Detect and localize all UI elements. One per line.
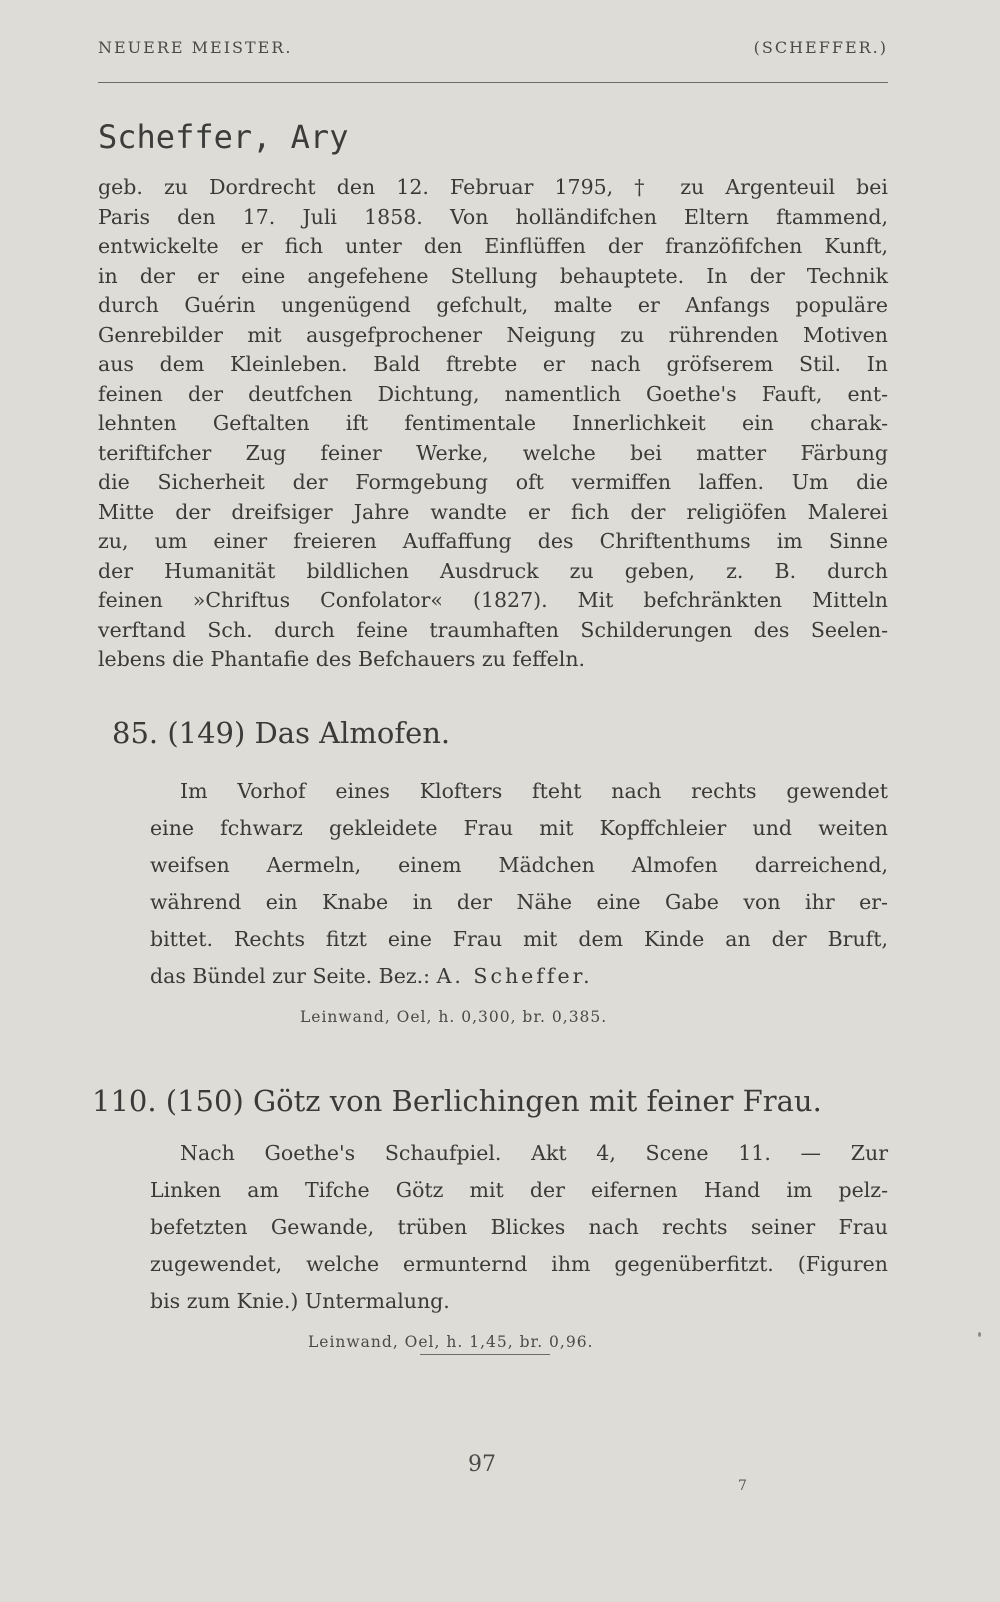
entry-line xyxy=(150,958,888,995)
entry-110-description xyxy=(180,1135,888,1172)
running-head-artist: (SCHEFFER.) xyxy=(753,38,888,57)
header-rule xyxy=(98,82,888,83)
paper-speck xyxy=(978,1332,981,1337)
bio-line: aus dem Kleinleben. Bald ftrebte er nach gröfserem Stil. In xyxy=(98,352,888,376)
bio-line: geb. zu Dordrecht den 12. Februar 1795, † zu Argenteuil bei xyxy=(98,175,888,199)
running-head-section: NEUERE MEISTER. xyxy=(98,38,293,57)
artist-heading: Scheffer, Ary xyxy=(98,118,349,156)
painting-signature: A. Scheffer. xyxy=(436,964,593,988)
bio-line: lebens die Phantafie des Befchauers zu feffeln. xyxy=(98,647,586,671)
entry-line: befetzten Gewande, trüben Blickes nach rechts seiner Frau xyxy=(150,1215,888,1239)
entry-line: bittet. Rechts fitzt eine Frau mit dem Kinde an der Bruft, xyxy=(150,927,888,951)
bio-line: lehnten Geftalten ift fentimentale Innerlichkeit ein charak- xyxy=(98,411,888,435)
entry-line-text: das Bündel zur Seite. Bez.: xyxy=(150,964,437,988)
page-number: 97 xyxy=(468,1452,496,1477)
entry-line: weifsen Aermeln, einem Mädchen Almofen darreichend, xyxy=(150,853,888,877)
bio-line: in der er eine angefehene Stellung behauptete. In der Technik xyxy=(98,263,888,288)
entry-110-title: 110. (150) Götz von Berlichingen mit feiner Frau. xyxy=(92,1084,822,1118)
entry-line: zugewendet, welche ermunternd ihm gegenüberfitzt. (Figuren xyxy=(150,1252,888,1276)
section-end-rule xyxy=(420,1354,550,1355)
bio-line: die Sicherheit der Formgebung oft vermiffen laffen. Um die xyxy=(98,470,888,494)
entry-85-title: 85. (149) Das Almofen. xyxy=(112,716,451,750)
entry-110-medium: Leinwand, Oel, h. 1,45, br. 0,96. xyxy=(308,1333,594,1351)
bio-line: zu, um einer freieren Auffaffung des Chriftenthums im Sinne xyxy=(98,529,888,553)
entry-line: bis zum Knie.) Untermalung. xyxy=(150,1289,450,1313)
bio-line: feinen der deutfchen Dichtung, namentlich Goethe's Fauft, ent- xyxy=(98,381,888,406)
entry-line: während ein Knabe in der Nähe eine Gabe von ihr er- xyxy=(150,890,888,914)
bio-line: durch Guérin ungenügend gefchult, malte er Anfangs populäre xyxy=(98,293,888,317)
entry-line: Nach Goethe's Schaufpiel. Akt 4, Scene 11. — Zur xyxy=(180,1141,888,1165)
bio-line: feinen »Chriftus Confolator« (1827). Mit befchränkten Mitteln xyxy=(98,588,888,612)
bio-line: verftand Sch. durch feine traumhaften Schilderungen des Seelen- xyxy=(98,617,888,642)
bio-line: Paris den 17. Juli 1858. Von holländifchen Eltern ftammend, xyxy=(98,204,888,229)
artist-biography xyxy=(98,173,888,675)
entry-line: Im Vorhof eines Klofters fteht nach rechts gewendet xyxy=(180,779,888,803)
bio-line: teriftifcher Zug feiner Werke, welche bei matter Färbung xyxy=(98,440,888,465)
entry-85-description xyxy=(150,773,888,995)
entry-110-description-cont xyxy=(150,1172,888,1320)
entry-85-medium: Leinwand, Oel, h. 0,300, br. 0,385. xyxy=(300,1008,608,1026)
bio-line: Genrebilder mit ausgefprochener Neigung zu rührenden Motiven xyxy=(98,322,888,347)
printer-signature-mark: 7 xyxy=(738,1478,747,1494)
running-head xyxy=(98,38,888,68)
bio-line: entwickelte er fich unter den Einflüffen der franzöfifchen Kunft, xyxy=(98,234,888,258)
entry-line: Linken am Tifche Götz mit der eifernen Hand im pelz- xyxy=(150,1178,888,1202)
bio-line: Mitte der dreifsiger Jahre wandte er fich der religiöfen Malerei xyxy=(98,499,888,524)
bio-line: der Humanität bildlichen Ausdruck zu geben, z. B. durch xyxy=(98,558,888,583)
entry-line: eine fchwarz gekleidete Frau mit Kopffchleier und weiten xyxy=(150,816,888,840)
